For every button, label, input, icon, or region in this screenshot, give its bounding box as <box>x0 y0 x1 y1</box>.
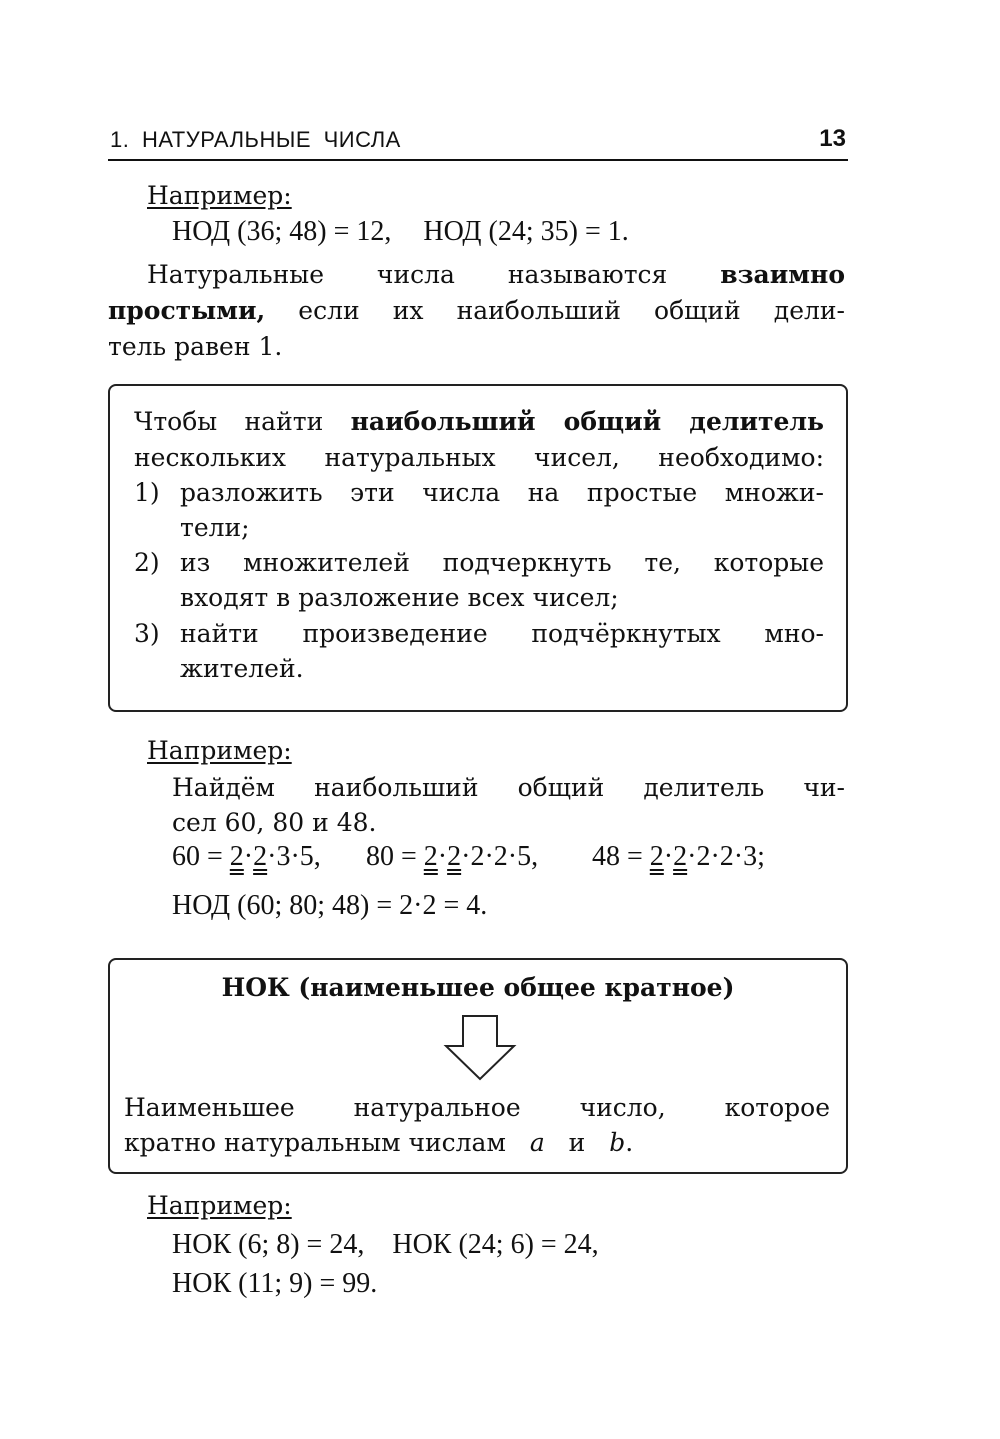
lcm-formula-3: НОК (11; 9) = 99. <box>172 1268 378 1299</box>
coprime-definition-line2 <box>108 298 845 323</box>
common-factor: 2 <box>253 841 268 872</box>
variable-a: a <box>529 1128 545 1157</box>
variable-b: b <box>609 1128 626 1157</box>
factorization-60 <box>172 843 321 871</box>
lcm-title: НОК (наименьшее общее кратное) <box>221 973 735 1002</box>
lcm-formula <box>172 1231 599 1259</box>
rest: ·2·2·5, <box>461 841 539 872</box>
factorization-80 <box>366 843 538 871</box>
example-2-text: Найдём наибольший общий делитель чи- <box>172 773 845 802</box>
lcm-definition-cont <box>124 1130 633 1155</box>
common-factor: 2 <box>447 841 462 872</box>
gcd-formula-b: НОД (24; 35) = 1. <box>423 216 629 247</box>
dot: · <box>663 841 674 872</box>
dot: · <box>243 841 254 872</box>
coprime-term-2: простыми, <box>108 296 266 325</box>
lcm-formula-2: НОК (24; 6) = 24, <box>392 1229 599 1260</box>
period: . <box>625 1128 634 1157</box>
coprime-text-2: если их наибольший общий дели- <box>298 296 845 325</box>
coprime-term: взаимно <box>720 260 845 289</box>
common-factor: 2 <box>229 841 244 872</box>
lcm-formula-1: НОК (6; 8) = 24, <box>172 1229 365 1260</box>
example-label: Например: <box>147 736 292 765</box>
common-factor: 2 <box>423 841 438 872</box>
step-number: 3) <box>134 619 160 648</box>
page-number: 13 <box>819 125 846 152</box>
step-1-text: разложить эти числа на простые множи- <box>180 478 824 507</box>
lhs: 60 = <box>172 841 223 872</box>
chapter-title: 1. НАТУРАЛЬНЫЕ ЧИСЛА <box>110 127 401 152</box>
example-2-text-cont: сел 60, 80 и 48. <box>172 808 377 837</box>
lhs: 48 = <box>592 841 643 872</box>
coprime-text: Натуральные числа называются <box>147 260 668 289</box>
rest: ·2·2·3; <box>687 841 765 872</box>
gcd-formula <box>172 218 629 246</box>
lcm-definition-text: кратно натуральным числам <box>124 1128 506 1157</box>
running-header <box>108 123 848 161</box>
step-3-text-cont: жителей. <box>180 654 304 683</box>
example-label: Например: <box>147 181 292 210</box>
gcd-result: НОД (60; 80; 48) = 2·2 = 4. <box>172 890 488 921</box>
common-factor: 2 <box>673 841 688 872</box>
factorization-48 <box>592 843 765 871</box>
step-2-text: из множителей подчеркнуть те, которые <box>180 548 824 577</box>
rest: ·3·5, <box>267 841 321 872</box>
dot: · <box>437 841 448 872</box>
gcd-rule-intro-2: нескольких натуральных чисел, необходимо: <box>134 443 824 472</box>
coprime-definition-line1 <box>147 262 845 287</box>
gcd-formula-a: НОД (36; 48) = 12, <box>172 216 392 247</box>
lcm-definition: Наименьшее натуральное число, которое <box>124 1093 830 1122</box>
gcd-term: наибольший общий делитель <box>350 407 825 436</box>
example-label: Например: <box>147 1191 292 1220</box>
step-number: 1) <box>134 478 160 507</box>
conjunction: и <box>568 1128 586 1157</box>
step-1-text-cont: тели; <box>180 513 250 542</box>
gcd-rule-intro <box>134 409 824 434</box>
gcd-rule-text: Чтобы найти <box>134 407 324 436</box>
step-2-text-cont: входят в разложение всех чисел; <box>180 583 619 612</box>
step-number: 2) <box>134 548 160 577</box>
coprime-definition-line3: тель равен 1. <box>108 332 283 361</box>
step-3-text: найти произведение подчёркнутых мно- <box>180 619 824 648</box>
common-factor: 2 <box>649 841 664 872</box>
down-arrow-icon <box>443 1014 517 1082</box>
lhs: 80 = <box>366 841 417 872</box>
